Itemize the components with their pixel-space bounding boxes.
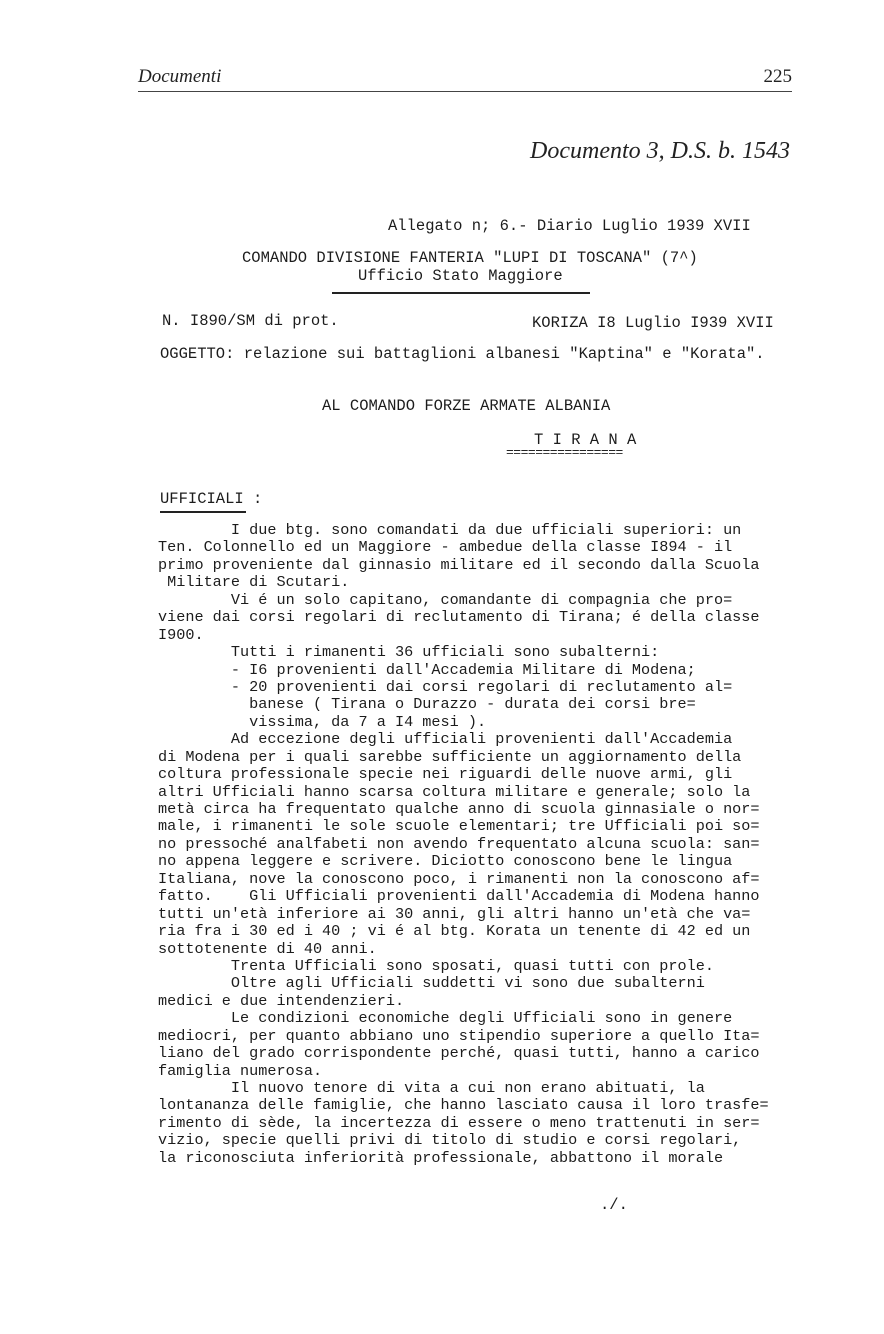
body-line: metà circa ha frequentato qualche anno di scuola ginnasiale o nor= xyxy=(158,800,760,818)
body-line: - I6 provenienti dall'Accademia Militare di Modena; xyxy=(158,660,696,679)
body-line: Il nuovo tenore di vita a cui non erano abituati, la xyxy=(158,1079,705,1097)
body-line: tutti un'età inferiore ai 30 anni, gli altri hanno un'età che va= xyxy=(158,904,751,923)
body-line: viene dai corsi regolari di reclutamento di Tirana; é della classe xyxy=(158,608,760,627)
body-line: ria fra i 30 ed i 40 ; vi é al btg. Korata un tenente di 42 ed un xyxy=(158,922,751,941)
body-line: Militare di Scutari. xyxy=(158,573,350,592)
body-line: medici e due intendenzieri. xyxy=(158,991,405,1010)
section-heading: UFFICIALI : xyxy=(160,490,263,508)
addressee: AL COMANDO FORZE ARMATE ALBANIA xyxy=(322,397,611,415)
allegato-line: Allegato n; 6.- Diario Luglio 1939 XVII xyxy=(388,217,751,235)
protocol-number: N. I890/SM di prot. xyxy=(162,312,339,330)
body-line: Tutti i rimanenti 36 ufficiali sono subalterni: xyxy=(158,643,660,662)
body-line: sottotenente di 40 anni. xyxy=(158,939,377,958)
document-reference: Documento 3, D.S. b. 1543 xyxy=(530,138,790,164)
section-title: Documenti xyxy=(138,66,222,87)
body-line: coltura professionale specie nei riguardi delle nuove armi, gli xyxy=(158,765,733,784)
page-number: 225 xyxy=(763,66,792,87)
continuation-mark: ./. xyxy=(600,1196,628,1214)
body-line: I due btg. sono comandati da due ufficiali superiori: un xyxy=(158,521,742,539)
body-line: famiglia numerosa. xyxy=(158,1061,323,1080)
header-rule xyxy=(138,91,792,92)
body-line: primo proveniente dal ginnasio militare ed il secondo dalla Scuola xyxy=(158,555,760,574)
body-line: Trenta Ufficiali sono sposati, quasi tutti con prole. xyxy=(158,956,714,975)
body-line: rimento di sède, la incertezza di essere o meno trattenuti in ser= xyxy=(158,1113,760,1132)
addressee-city: T I R A N A xyxy=(534,431,637,449)
body-line: Italiana, nove la conoscono poco, i rimanenti non la conoscono af= xyxy=(158,869,760,888)
letter-body xyxy=(158,522,769,1167)
body-line: male, i rimanenti le sole scuole elementari; tre Ufficiali poi so= xyxy=(158,817,760,836)
office-heading: Ufficio Stato Maggiore xyxy=(358,267,563,285)
running-header xyxy=(138,66,792,90)
body-line: mediocri, per quanto abbiano uno stipendio superiore a quello Ita= xyxy=(158,1026,760,1045)
body-line: Ten. Colonnello ed un Maggiore - ambedue della classe I894 - il xyxy=(158,538,733,557)
place-date: KORIZA I8 Luglio I939 XVII xyxy=(532,314,774,332)
body-line: - 20 provenienti dai corsi regolari di reclutamento al= xyxy=(158,677,733,696)
body-line: di Modena per i quali sarebbe sufficiente un aggiornamento della xyxy=(158,747,742,766)
body-line: banese ( Tirana o Durazzo - durata dei corsi bre= xyxy=(158,695,696,714)
body-line: liano del grado corrispondente perché, quasi tutti, hanno a carico xyxy=(158,1044,760,1063)
body-line: no pressoché analfabeti non avendo frequentato alcuna scuola: san= xyxy=(158,834,760,853)
body-line: lontananza delle famiglie, che hanno lasciato causa il loro trasfe= xyxy=(158,1096,769,1115)
body-line: Le condizioni economiche degli Ufficiali sono in genere xyxy=(158,1009,733,1028)
body-line: Vi é un solo capitano, comandante di compagnia che pro= xyxy=(158,590,733,609)
heading-rule xyxy=(332,292,590,294)
section-heading-underline xyxy=(160,511,246,513)
body-line: la riconosciuta inferiorità professionale, abbattono il morale xyxy=(158,1148,724,1167)
body-line: no appena leggere e scrivere. Diciotto conoscono bene le lingua xyxy=(158,852,733,871)
body-line: I900. xyxy=(158,625,204,644)
body-line: vizio, specie quelli privi di titolo di studio e corsi regolari, xyxy=(158,1131,742,1150)
command-heading: COMANDO DIVISIONE FANTERIA "LUPI DI TOSCANA" (7^) xyxy=(242,249,698,267)
body-line: Ad eccezione degli ufficiali provenienti dall'Accademia xyxy=(158,730,733,749)
subject-line: OGGETTO: relazione sui battaglioni albanesi "Kaptina" e "Korata". xyxy=(160,345,765,363)
body-line: vissima, da 7 a I4 mesi ). xyxy=(158,712,487,731)
body-line: altri Ufficiali hanno scarsa coltura militare e generale; solo la xyxy=(158,782,751,801)
body-line: fatto. Gli Ufficiali provenienti dall'Accademia di Modena hanno xyxy=(158,887,760,906)
city-double-underline: ================ xyxy=(506,445,623,460)
body-line: Oltre agli Ufficiali suddetti vi sono due subalterni xyxy=(158,974,705,993)
